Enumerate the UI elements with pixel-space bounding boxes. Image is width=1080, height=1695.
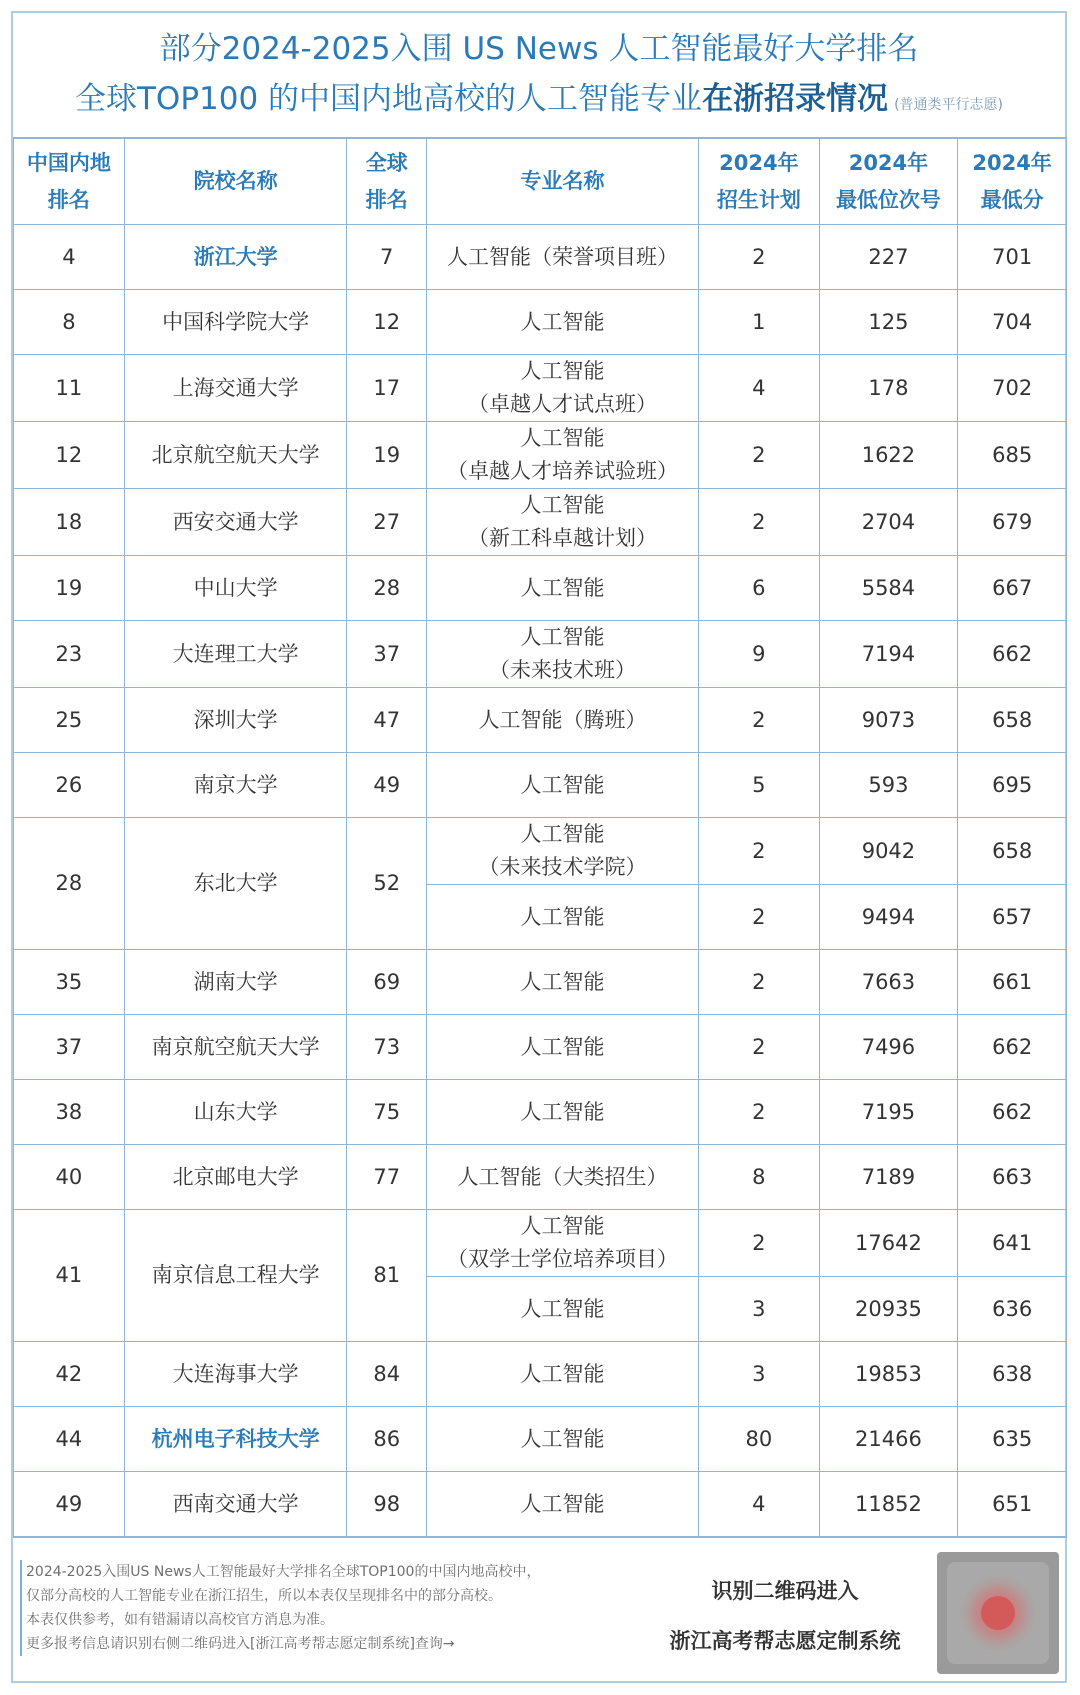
major-cell: 人工智能 [427, 885, 699, 950]
title-block [13, 13, 1065, 137]
min-score-cell: 663 [958, 1145, 1067, 1210]
min-score-cell: 638 [958, 1342, 1067, 1407]
school-cell: 深圳大学 [124, 688, 347, 753]
min-position-cell: 593 [819, 753, 958, 818]
min-position-cell: 19853 [819, 1342, 958, 1407]
footnotes [20, 1560, 660, 1656]
global-rank-cell: 37 [347, 621, 427, 688]
table-row [14, 556, 1067, 621]
min-score-cell: 641 [958, 1210, 1067, 1277]
table-row [14, 489, 1067, 556]
global-rank-cell: 7 [347, 225, 427, 290]
plan-cell: 4 [699, 355, 819, 422]
header-major: 专业名称 [427, 138, 699, 225]
footnote-line: 2024-2025入围US News人工智能最好大学排名全球TOP100的中国内地高校中， [20, 1560, 660, 1584]
table-row [14, 1472, 1067, 1538]
min-position-cell: 11852 [819, 1472, 958, 1538]
title-line2-emphasis: 在浙招录情况 [702, 81, 889, 117]
major-cell: 人工智能 [427, 950, 699, 1015]
school-cell: 西安交通大学 [124, 489, 347, 556]
min-score-cell: 661 [958, 950, 1067, 1015]
plan-cell: 2 [699, 1080, 819, 1145]
global-rank-cell: 98 [347, 1472, 427, 1538]
school-cell: 北京航空航天大学 [124, 422, 347, 489]
min-position-cell: 7189 [819, 1145, 958, 1210]
school-cell: 中山大学 [124, 556, 347, 621]
plan-cell: 2 [699, 1015, 819, 1080]
cn-rank-cell: 41 [14, 1210, 125, 1342]
qr-caption-line2: 浙江高考帮志愿定制系统 [669, 1629, 901, 1653]
cn-rank-cell: 37 [14, 1015, 125, 1080]
major-cell: 人工智能（大类招生） [427, 1145, 699, 1210]
plan-cell: 2 [699, 818, 819, 885]
cn-rank-cell: 19 [14, 556, 125, 621]
plan-cell: 8 [699, 1145, 819, 1210]
global-rank-cell: 69 [347, 950, 427, 1015]
table-row [14, 1145, 1067, 1210]
min-score-cell: 658 [958, 818, 1067, 885]
plan-cell: 1 [699, 290, 819, 355]
school-cell: 大连海事大学 [124, 1342, 347, 1407]
major-cell: 人工智能 [427, 753, 699, 818]
school-cell: 上海交通大学 [124, 355, 347, 422]
school-cell: 杭州电子科技大学 [124, 1407, 347, 1472]
table-row [14, 688, 1067, 753]
plan-cell: 2 [699, 225, 819, 290]
school-cell: 北京邮电大学 [124, 1145, 347, 1210]
global-rank-cell: 73 [347, 1015, 427, 1080]
cn-rank-cell: 28 [14, 818, 125, 950]
cn-rank-cell: 38 [14, 1080, 125, 1145]
min-score-cell: 679 [958, 489, 1067, 556]
cn-rank-cell: 4 [14, 225, 125, 290]
plan-cell: 80 [699, 1407, 819, 1472]
global-rank-cell: 12 [347, 290, 427, 355]
cn-rank-cell: 42 [14, 1342, 125, 1407]
page-title-line1: 部分2024-2025入围 US News 人工智能最好大学排名 [159, 31, 919, 67]
global-rank-cell: 27 [347, 489, 427, 556]
header-plan: 2024年 招生计划 [699, 138, 819, 225]
min-position-cell: 227 [819, 225, 958, 290]
min-position-cell: 178 [819, 355, 958, 422]
plan-cell: 2 [699, 950, 819, 1015]
school-cell: 南京信息工程大学 [124, 1210, 347, 1342]
major-cell: 人工智能 [427, 1472, 699, 1538]
table-row [14, 1342, 1067, 1407]
school-cell: 山东大学 [124, 1080, 347, 1145]
global-rank-cell: 28 [347, 556, 427, 621]
school-cell: 中国科学院大学 [124, 290, 347, 355]
min-position-cell: 7663 [819, 950, 958, 1015]
cn-rank-cell: 40 [14, 1145, 125, 1210]
school-cell: 大连理工大学 [124, 621, 347, 688]
table-row [14, 950, 1067, 1015]
plan-cell: 6 [699, 556, 819, 621]
school-cell: 南京航空航天大学 [124, 1015, 347, 1080]
school-cell: 西南交通大学 [124, 1472, 347, 1538]
min-score-cell: 651 [958, 1472, 1067, 1538]
min-score-cell: 662 [958, 621, 1067, 688]
plan-cell: 4 [699, 1472, 819, 1538]
min-score-cell: 662 [958, 1015, 1067, 1080]
qr-caption-line1: 识别二维码进入 [711, 1579, 859, 1603]
major-cell: 人工智能 （新工科卓越计划） [427, 489, 699, 556]
min-position-cell: 20935 [819, 1277, 958, 1342]
table-row [14, 621, 1067, 688]
major-cell: 人工智能 [427, 556, 699, 621]
min-position-cell: 5584 [819, 556, 958, 621]
admission-table [13, 137, 1067, 1538]
page-title-line2 [13, 79, 1065, 125]
min-position-cell: 125 [819, 290, 958, 355]
header-min-position: 2024年 最低位次号 [819, 138, 958, 225]
cn-rank-cell: 44 [14, 1407, 125, 1472]
plan-cell: 2 [699, 422, 819, 489]
cn-rank-cell: 35 [14, 950, 125, 1015]
global-rank-cell: 17 [347, 355, 427, 422]
min-score-cell: 685 [958, 422, 1067, 489]
min-score-cell: 701 [958, 225, 1067, 290]
table-row [14, 1015, 1067, 1080]
major-cell: 人工智能 （卓越人才培养试验班） [427, 422, 699, 489]
table-row [14, 753, 1067, 818]
global-rank-cell: 47 [347, 688, 427, 753]
min-position-cell: 9073 [819, 688, 958, 753]
global-rank-cell: 84 [347, 1342, 427, 1407]
title-line2-prefix: 全球TOP100 的中国内地高校的人工智能专业 [75, 81, 703, 117]
table-row [14, 1080, 1067, 1145]
global-rank-cell: 49 [347, 753, 427, 818]
major-cell: 人工智能 [427, 1342, 699, 1407]
plan-cell: 3 [699, 1342, 819, 1407]
table-row [14, 290, 1067, 355]
major-cell: 人工智能 （卓越人才试点班） [427, 355, 699, 422]
major-cell: 人工智能 （双学士学位培养项目） [427, 1210, 699, 1277]
plan-cell: 2 [699, 885, 819, 950]
title-line2-note: (普通类平行志愿) [894, 97, 1003, 113]
min-score-cell: 702 [958, 355, 1067, 422]
cn-rank-cell: 23 [14, 621, 125, 688]
cn-rank-cell: 18 [14, 489, 125, 556]
school-cell: 南京大学 [124, 753, 347, 818]
table-header-row [14, 138, 1067, 225]
cn-rank-cell: 12 [14, 422, 125, 489]
global-rank-cell: 75 [347, 1080, 427, 1145]
school-cell: 湖南大学 [124, 950, 347, 1015]
footnote-line: 仅部分高校的人工智能专业在浙江招生，所以本表仅呈现排名中的部分高校。 [20, 1584, 660, 1608]
major-cell: 人工智能 [427, 290, 699, 355]
min-score-cell: 636 [958, 1277, 1067, 1342]
global-rank-cell: 19 [347, 422, 427, 489]
plan-cell: 2 [699, 489, 819, 556]
major-cell: 人工智能 [427, 1407, 699, 1472]
footnote-line: 更多报考信息请识别右侧二维码进入[浙江高考帮志愿定制系统]查询→ [20, 1632, 660, 1656]
min-score-cell: 635 [958, 1407, 1067, 1472]
cn-rank-cell: 8 [14, 290, 125, 355]
min-score-cell: 695 [958, 753, 1067, 818]
cn-rank-cell: 49 [14, 1472, 125, 1538]
major-cell: 人工智能 （未来技术班） [427, 621, 699, 688]
table-row [14, 1210, 1067, 1277]
table-row [14, 355, 1067, 422]
min-position-cell: 7194 [819, 621, 958, 688]
min-position-cell: 21466 [819, 1407, 958, 1472]
major-cell: 人工智能（荣誉项目班） [427, 225, 699, 290]
table-row [14, 422, 1067, 489]
plan-cell: 2 [699, 688, 819, 753]
plan-cell: 3 [699, 1277, 819, 1342]
min-position-cell: 2704 [819, 489, 958, 556]
min-score-cell: 658 [958, 688, 1067, 753]
major-cell: 人工智能 [427, 1277, 699, 1342]
table-row [14, 818, 1067, 885]
school-cell: 东北大学 [124, 818, 347, 950]
plan-cell: 5 [699, 753, 819, 818]
min-position-cell: 7496 [819, 1015, 958, 1080]
header-cn-rank: 中国内地 排名 [14, 138, 125, 225]
major-cell: 人工智能（腾班） [427, 688, 699, 753]
global-rank-cell: 86 [347, 1407, 427, 1472]
min-score-cell: 657 [958, 885, 1067, 950]
header-school: 院校名称 [124, 138, 347, 225]
table-row [14, 1407, 1067, 1472]
min-position-cell: 17642 [819, 1210, 958, 1277]
header-global-rank: 全球 排名 [347, 138, 427, 225]
header-min-score: 2024年 最低分 [958, 138, 1067, 225]
plan-cell: 2 [699, 1210, 819, 1277]
major-cell: 人工智能 （未来技术学院） [427, 818, 699, 885]
table-row [14, 225, 1067, 290]
qr-code-center-logo [981, 1596, 1015, 1630]
school-cell: 浙江大学 [124, 225, 347, 290]
cn-rank-cell: 11 [14, 355, 125, 422]
footnote-line: 本表仅供参考，如有错漏请以高校官方消息为准。 [20, 1608, 660, 1632]
min-score-cell: 667 [958, 556, 1067, 621]
cn-rank-cell: 25 [14, 688, 125, 753]
major-cell: 人工智能 [427, 1015, 699, 1080]
min-position-cell: 9042 [819, 818, 958, 885]
global-rank-cell: 77 [347, 1145, 427, 1210]
min-position-cell: 9494 [819, 885, 958, 950]
min-position-cell: 7195 [819, 1080, 958, 1145]
major-cell: 人工智能 [427, 1080, 699, 1145]
qr-code-image[interactable] [937, 1552, 1059, 1674]
global-rank-cell: 81 [347, 1210, 427, 1342]
cn-rank-cell: 26 [14, 753, 125, 818]
min-score-cell: 704 [958, 290, 1067, 355]
min-score-cell: 662 [958, 1080, 1067, 1145]
global-rank-cell: 52 [347, 818, 427, 950]
plan-cell: 9 [699, 621, 819, 688]
min-position-cell: 1622 [819, 422, 958, 489]
